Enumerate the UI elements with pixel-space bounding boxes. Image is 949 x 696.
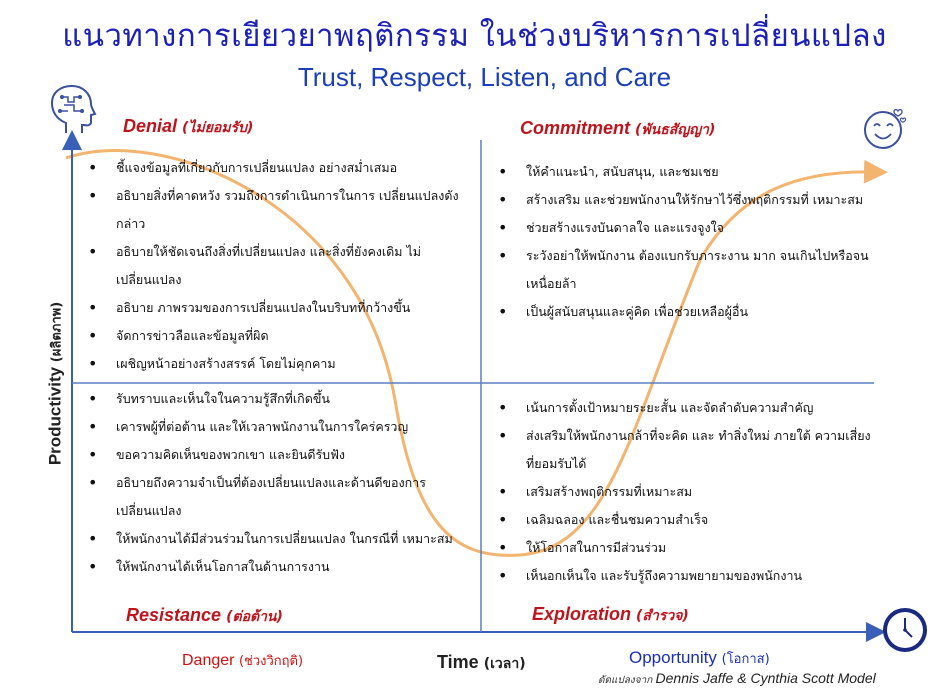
list-item: • อธิบายสิ่งที่คาดหวัง รวมถึงการดำเนินการในการ เปลี่ยนแปลงดังกล่าว (86, 182, 478, 238)
list-item: • รับทราบและเห็นใจในความรู้สึกที่เกิดขึ้น (86, 385, 478, 413)
list-item: • เห็นอกเห็นใจ และรับรู้ถึงความพยายามของพนักงาน (496, 562, 871, 590)
list-item: • ให้พนักงานได้มีส่วนร่วมในการเปลี่ยนแปลง ในกรณีที่ เหมาะสม (86, 525, 478, 553)
exploration-label: Exploration (สำรวจ) (532, 604, 689, 624)
list-item: • เคารพผู้ที่ต่อต้าน และให้เวลาพนักงานในการใคร่ครวญ (86, 413, 478, 441)
page-title: แนวทางการเยียวยาพฤติกรรม ในช่วงบริหารการเปลี่ยนแปลง (62, 18, 887, 54)
opportunity-label: Opportunity (โอกาส) (629, 648, 770, 667)
list-item: • ส่งเสริมให้พนักงานกล้าที่จะคิด และ ทำสิ่งใหม่ ภายใต้ ความเสี่ยงที่ยอมรับได้ (496, 422, 871, 478)
danger-label: Danger (ช่วงวิกฤติ) (182, 652, 304, 669)
list-item: • ขอความคิดเห็นของพวกเขา และยินดีรับฟัง (86, 441, 478, 469)
smiling-face-icon (860, 104, 908, 152)
denial-label: Denial (ไม่ยอมรับ) (123, 116, 254, 136)
y-axis-label: Productivity (ผลิตภาพ) (45, 301, 65, 466)
list-item: • ให้โอกาสในการมีส่วนร่วม (496, 534, 871, 562)
list-item: • เผชิญหน้าอย่างสร้างสรรค์ โดยไม่คุกคาม (86, 350, 478, 378)
list-item: • ช่วยสร้างแรงบันดาลใจ และแรงจูงใจ (496, 214, 871, 242)
list-item: • จัดการข่าวลือและข้อมูลที่ผิด (86, 322, 478, 350)
list-item: • ให้พนักงานได้เห็นโอกาสในด้านการงาน (86, 553, 478, 581)
list-item: • สร้างเสริม และช่วยพนักงานให้รักษาไว้ซึ่งพฤติกรรมที่ เหมาะสม (496, 186, 871, 214)
commitment-label: Commitment (พันธสัญญา) (520, 118, 716, 138)
list-item: • ระวังอย่าให้พนักงาน ต้องแบกรับภาระงาน มาก จนเกินไปหรือจนเหนื่อยล้า (496, 242, 871, 298)
head-brain-icon (46, 83, 98, 135)
x-axis-label: Time (เวลา) (437, 652, 526, 672)
list-item: • ให้คำแนะนำ, สนับสนุน, และชมเชย (496, 158, 871, 186)
list-item: • เฉลิมฉลอง และชื่นชมความสำเร็จ (496, 506, 871, 534)
exploration-list (496, 394, 871, 590)
resistance-list (86, 385, 478, 581)
resistance-label: Resistance (ต่อต้าน) (126, 605, 283, 625)
denial-list (86, 154, 478, 378)
list-item: • ชี้แจงข้อมูลที่เกี่ยวกับการเปลี่ยนแปลง อย่างสม่ำเสมอ (86, 154, 478, 182)
page-subtitle: Trust, Respect, Listen, and Care (297, 62, 672, 92)
source-credit: ดัดแปลงจาก Dennis Jaffe & Cynthia Scott Model (598, 670, 876, 686)
list-item: • เสริมสร้างพฤติกรรมที่เหมาะสม (496, 478, 871, 506)
list-item: • อธิบาย ภาพรวมของการเปลี่ยนแปลงในบริบทที่กว้างขึ้น (86, 294, 478, 322)
commitment-list (496, 158, 871, 326)
list-item: • เป็นผู้สนับสนุนและคู่คิด เพื่อช่วยเหลือผู้อื่น (496, 298, 871, 326)
clock-icon (881, 606, 929, 654)
list-item: • อธิบายให้ชัดเจนถึงสิ่งที่เปลี่ยนแปลง และสิ่งที่ยังคงเดิม ไม่เปลี่ยนแปลง (86, 238, 478, 294)
list-item: • อธิบายถึงความจำเป็นที่ต้องเปลี่ยนแปลงและด้านดีของการ เปลี่ยนแปลง (86, 469, 478, 525)
list-item: • เน้นการตั้งเป้าหมายระยะสั้น และจัดลำดับความสำคัญ (496, 394, 871, 422)
